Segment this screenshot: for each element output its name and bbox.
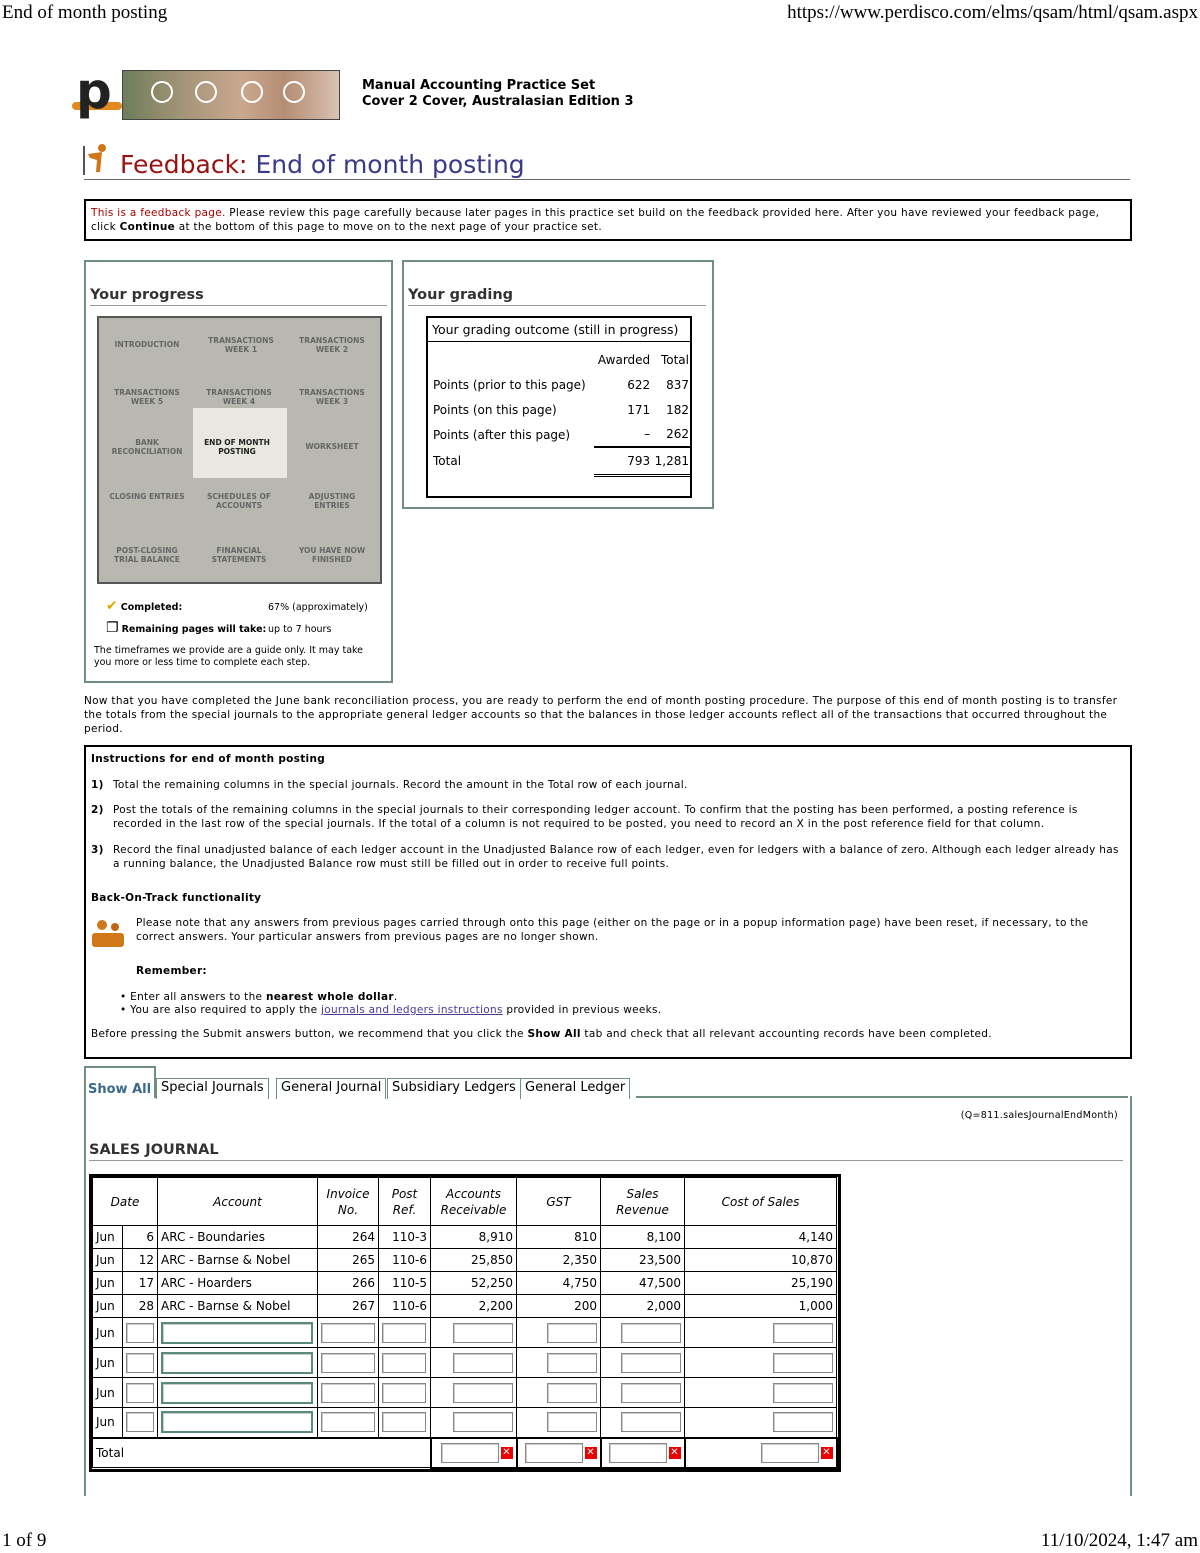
header-date: Date [93, 1178, 158, 1226]
grading-row: Points (prior to this page) 622 837 [433, 377, 689, 392]
perdisco-logo: p [76, 66, 124, 118]
piece-introduction: INTRODUCTION [114, 340, 180, 349]
piece-closing-entries: CLOSING ENTRIES [109, 492, 185, 501]
post-ref-input[interactable] [382, 1353, 426, 1373]
post-ref-input[interactable] [382, 1323, 426, 1343]
presenter-figure-icon [82, 142, 112, 176]
progress-puzzle-map [97, 316, 382, 584]
incorrect-x-icon: ✕ [822, 1446, 831, 1458]
header-cost-of-sales: Cost of Sales [685, 1178, 837, 1226]
table-row: Jun 6 ARC - Boundaries 264 110-3 8,910 810 8,100 4,140 [93, 1226, 837, 1249]
col-awarded: Awarded [597, 353, 651, 367]
day-input[interactable] [126, 1383, 154, 1403]
remember-label: Remember: [136, 965, 207, 977]
invoice-input[interactable] [321, 1383, 375, 1403]
header-gst: GST [517, 1178, 601, 1226]
cos-input[interactable] [773, 1383, 833, 1403]
invoice-input[interactable] [321, 1353, 375, 1373]
incorrect-x-icon: ✕ [670, 1446, 679, 1458]
day-input[interactable] [126, 1412, 154, 1432]
ar-input[interactable] [453, 1323, 513, 1343]
account-input[interactable] [161, 1322, 313, 1344]
back-on-track-icon [90, 915, 126, 951]
heading-divider [84, 179, 1130, 180]
account-input[interactable] [161, 1382, 313, 1404]
checkmark-icon: ✔ [106, 598, 118, 614]
print-datetime: 11/10/2024, 1:47 am [1040, 1530, 1198, 1551]
piece-worksheet: WORKSHEET [305, 442, 359, 451]
header-post-ref: Post Ref. [379, 1178, 431, 1226]
table-row: Jun 17 ARC - Hoarders 266 110-5 52,250 4,750 47,500 25,190 [93, 1272, 837, 1295]
header-account: Account [158, 1178, 318, 1226]
piece-financial-statements: FINANCIAL STATEMENTS [211, 546, 267, 564]
piece-bank-reconciliation: BANK RECONCILIATION [111, 438, 183, 456]
closing-instruction: Before pressing the Submit answers button, we recommend that you click the Show All tab and check that all relevant accounting records have been completed. [91, 1028, 992, 1040]
grading-table [432, 348, 690, 477]
invoice-input[interactable] [321, 1323, 375, 1343]
account-input[interactable] [161, 1352, 313, 1374]
piece-week-3: TRANSACTIONS WEEK 3 [299, 388, 365, 406]
grading-caption: Your grading outcome (still in progress) [428, 318, 690, 342]
tab-general-journal[interactable]: General Journal [276, 1078, 386, 1099]
tab-bar [84, 1066, 644, 1098]
progress-remaining: ❐ Remaining pages will take: up to 7 hours [106, 620, 332, 636]
tab-strip-line [636, 1096, 1128, 1098]
intro-paragraph: Now that you have completed the June bank reconciliation process, you are ready to perform the end of month posting procedure. The purpose of this end of month posting is to transfer the totals from the special journals to the appropriate general ledger accounts so that the balances in those ledger accounts reflect all of the transactions that occurred throughout the period. [84, 695, 1118, 735]
day-input[interactable] [126, 1323, 154, 1343]
gst-input[interactable] [547, 1323, 597, 1343]
page-title: End of month posting [2, 2, 168, 23]
grading-row: Points (on this page) 171 182 [433, 402, 689, 417]
bot-text: Please note that any answers from previous pages carried through onto this page (either on the page or in a popup information page) have been reset, if necessary, to the correct answers. Your particular answers from previous pages are no longer shown. [136, 917, 1089, 943]
progress-disclaimer: The timeframes we provide are a guide only. It may take you more or less time to complete each step. [94, 645, 364, 668]
ar-input[interactable] [453, 1383, 513, 1403]
sales-journal-table [92, 1177, 838, 1469]
header-invoice: Invoice No. [318, 1178, 379, 1226]
post-ref-input[interactable] [382, 1412, 426, 1432]
piece-end-of-month-posting: END OF MONTH POSTING [204, 438, 270, 456]
cos-input[interactable] [773, 1353, 833, 1373]
post-ref-input[interactable] [382, 1383, 426, 1403]
sales-input[interactable] [621, 1353, 681, 1373]
tab-show-all[interactable]: Show All [84, 1066, 156, 1098]
blank-entry-row: Jun [93, 1348, 837, 1378]
piece-schedules: SCHEDULES OF ACCOUNTS [206, 492, 272, 510]
tab-subsidiary-ledgers[interactable]: Subsidiary Ledgers [387, 1078, 521, 1099]
sales-input[interactable] [621, 1412, 681, 1432]
piece-post-closing: POST-CLOSING TRIAL BALANCE [114, 546, 180, 564]
sales-total-input[interactable] [609, 1443, 667, 1463]
cos-total-input[interactable] [761, 1443, 819, 1463]
tab-general-ledger[interactable]: General Ledger [520, 1078, 630, 1099]
account-input[interactable] [161, 1411, 313, 1433]
pages-icon: ❐ [106, 620, 119, 636]
table-row: Jun 12 ARC - Barnse & Nobel 265 110-6 25,850 2,350 23,500 10,870 [93, 1249, 837, 1272]
sales-input[interactable] [621, 1323, 681, 1343]
grading-row: Points (after this page) – 262 [433, 427, 689, 442]
bot-title: Back-On-Track functionality [91, 892, 262, 904]
course-title: Manual Accounting Practice Set Cover 2 Cover, Australasian Edition 3 [362, 78, 634, 109]
gst-input[interactable] [547, 1383, 597, 1403]
grading-panel [402, 260, 714, 509]
reminder-bullet: • Enter all answers to the nearest whole dollar. [120, 991, 398, 1003]
puzzle-banner-image [122, 70, 340, 120]
piece-finished: YOU HAVE NOW FINISHED [298, 546, 366, 564]
total-label: Total [93, 1438, 431, 1468]
gst-input[interactable] [547, 1412, 597, 1432]
tab-special-journals[interactable]: Special Journals [156, 1078, 269, 1099]
gst-input[interactable] [547, 1353, 597, 1373]
col-total: Total [660, 353, 689, 367]
ar-total-input[interactable] [441, 1443, 499, 1463]
journals-instructions-link[interactable]: journals and ledgers instructions [321, 1004, 503, 1016]
piece-week-1: TRANSACTIONS WEEK 1 [208, 336, 274, 354]
question-reference: (Q=811.salesJournalEndMonth) [960, 1110, 1118, 1121]
feedback-notice: This is a feedback page. Please review this page carefully because later pages in this practice set build on the feedback provided here. After you have reviewed your feedback page, click Continue at the bottom of this page to move on to the next page of your practice set. [84, 199, 1132, 241]
total-row [93, 1438, 837, 1468]
sales-journal-title: SALES JOURNAL [89, 1142, 1123, 1161]
page-url: https://www.perdisco.com/elms/qsam/html/qsam.aspx [787, 2, 1198, 23]
grading-title: Your grading [408, 287, 706, 306]
progress-title: Your progress [90, 287, 387, 306]
instructions-box: Instructions for end of month posting 1) Total the remaining columns in the special journals. Record the amount in the Total row of each journal. 2) Post the totals of the remaining columns in the special journals to their corresponding ledger account. To confirm that the posting has been performed, a posting reference is recorded in the last row of the special journals. If the total of a column is not required to be posted, you need to record an X in the post reference field for that column. 3) Record the final unadjusted balance of each ledger account in the Unadjusted Balance row of each ledger, even for ledgers with a balance of zero. Although each ledger already has a running balance, the Unadjusted Balance row must still be filled out in order to receive full points. Back-On-Track functionality Please note that any answers from previous pages carried through onto this page (either on the page or in a popup information page) have been reset, if necessary, to the correct answers. Your particular answers from previous pages are no longer shown. Remember: • Enter all answers to the nearest whole dollar. • You are also required to apply the journals and ledgers instructions provided in previous weeks. Before pressing the Submit answers button, we recommend that you click the Show All tab and check that all relevant accounting records have been completed. [84, 745, 1132, 1059]
ar-input[interactable] [453, 1353, 513, 1373]
cos-input[interactable] [773, 1323, 833, 1343]
feedback-heading: Feedback: End of month posting [120, 150, 525, 179]
piece-week-2: TRANSACTIONS WEEK 2 [299, 336, 365, 354]
incorrect-x-icon: ✕ [586, 1446, 595, 1458]
progress-completed: ✔ Completed: 67% (approximately) [106, 598, 368, 614]
gst-total-input[interactable] [525, 1443, 583, 1463]
blank-entry-row: Jun [93, 1408, 837, 1438]
page-count: 1 of 9 [2, 1530, 47, 1551]
piece-week-5: TRANSACTIONS WEEK 5 [114, 388, 180, 406]
header-sales-revenue: Sales Revenue [601, 1178, 685, 1226]
invoice-input[interactable] [321, 1412, 375, 1432]
sales-journal [89, 1174, 841, 1472]
table-row: Jun 28 ARC - Barnse & Nobel 267 110-6 2,200 200 2,000 1,000 [93, 1295, 837, 1318]
incorrect-x-icon: ✕ [502, 1446, 511, 1458]
grading-box [426, 316, 692, 498]
blank-entry-row: Jun [93, 1318, 837, 1348]
sales-input[interactable] [621, 1383, 681, 1403]
piece-week-4: TRANSACTIONS WEEK 4 [206, 388, 272, 406]
instructions-title: Instructions for end of month posting [91, 753, 326, 765]
grading-total-row: Total 793 1,281 [432, 447, 690, 475]
piece-adjusting-entries: ADJUSTING ENTRIES [308, 492, 356, 510]
cos-input[interactable] [773, 1412, 833, 1432]
header-accounts-receivable: Accounts Receivable [431, 1178, 517, 1226]
reminder-bullet: • You are also required to apply the journals and ledgers instructions provided in previous weeks. [120, 1004, 662, 1016]
ar-input[interactable] [453, 1412, 513, 1432]
blank-entry-row: Jun [93, 1378, 837, 1408]
day-input[interactable] [126, 1353, 154, 1373]
